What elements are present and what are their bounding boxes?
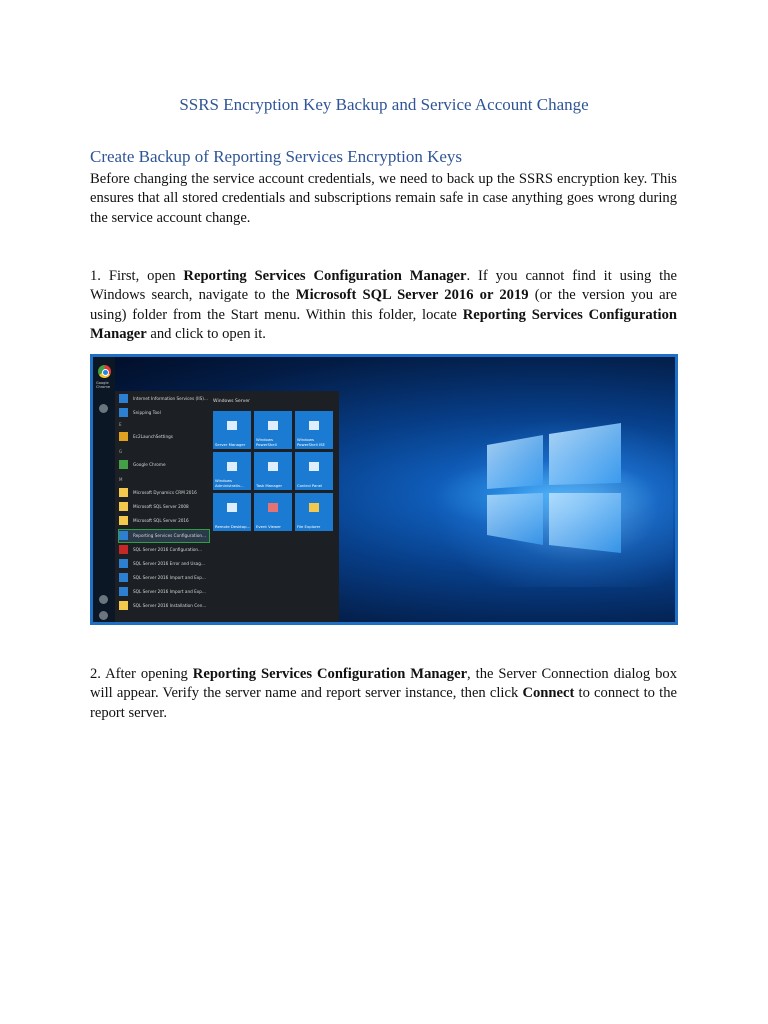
windows-logo-icon xyxy=(485,423,625,553)
folder-item[interactable] xyxy=(119,501,209,513)
app-item[interactable] xyxy=(119,572,209,584)
tile-label: Windows PowerShell xyxy=(256,437,277,447)
tiles-group-header: Windows Server xyxy=(213,399,251,404)
app-icon xyxy=(119,601,128,610)
app-icon xyxy=(119,408,128,417)
app-item[interactable] xyxy=(119,586,209,598)
tile-server-manager[interactable] xyxy=(213,411,251,449)
letter-header[interactable]: G xyxy=(119,449,123,454)
step-2-text-1: 2. After opening xyxy=(90,666,193,682)
tile-event-viewer[interactable] xyxy=(254,493,292,531)
app-label: SQL Server 2016 Installation Cen... xyxy=(133,603,207,608)
tile-remote-desktop[interactable] xyxy=(213,493,251,531)
step-2-paragraph xyxy=(90,665,677,723)
app-label: Internet Information Services (IIS)... xyxy=(133,396,208,401)
app-label: SQL Server 2016 Import and Exp... xyxy=(133,589,206,594)
tile-label: File Explorer xyxy=(297,523,321,529)
step-2-bold-1: Reporting Services Configuration Manager xyxy=(192,666,468,682)
tile-label: Windows PowerShell ISE xyxy=(297,437,325,447)
remote-desktop-icon xyxy=(227,503,237,512)
app-item[interactable] xyxy=(119,558,209,570)
app-label: Microsoft SQL Server 2008 xyxy=(133,504,189,509)
app-item[interactable] xyxy=(119,407,209,419)
app-icon xyxy=(119,559,128,568)
app-item[interactable] xyxy=(119,544,209,556)
app-item[interactable] xyxy=(119,431,209,443)
tile-task-manager[interactable] xyxy=(254,452,292,490)
app-label: SQL Server 2016 Configuration... xyxy=(133,547,203,552)
app-label: SQL Server 2016 Error and Usag... xyxy=(133,561,205,566)
folder-icon xyxy=(119,516,128,525)
folder-icon xyxy=(119,502,128,511)
tile-label: Task Manager xyxy=(256,482,283,488)
tile-control-panel[interactable] xyxy=(295,452,333,490)
app-icon xyxy=(119,460,128,469)
folder-item[interactable] xyxy=(119,515,209,527)
app-icon xyxy=(119,394,128,403)
app-label: Reporting Services Configuration... xyxy=(133,533,207,538)
app-label: Microsoft Dynamics CRM 2016 xyxy=(133,490,197,495)
app-label: Snipping Tool xyxy=(133,410,161,415)
step-1-text-2: . If you cannot find it using the Windows search, navigate to the xyxy=(90,268,678,304)
app-icon xyxy=(119,531,128,540)
step-1-bold-2: Microsoft SQL Server 2016 or 2019 xyxy=(295,287,529,304)
app-icon xyxy=(119,573,128,582)
tile-file-explorer[interactable] xyxy=(295,493,333,531)
step-2-bold-2: Connect xyxy=(522,685,575,702)
tile-label: Control Panel xyxy=(297,482,323,488)
tile-label: Windows Administrativ... xyxy=(215,478,244,488)
start-menu xyxy=(115,391,339,622)
document-title: SSRS Encryption Key Backup and Service Account Change xyxy=(179,95,589,114)
folder-icon xyxy=(119,488,128,497)
app-item[interactable] xyxy=(119,393,209,405)
powershell-ise-icon xyxy=(309,421,319,430)
app-label: Google Chrome xyxy=(133,462,166,467)
step-2-text-3: to connect to the report server. xyxy=(90,685,677,721)
tile-label: Remote Desktop... xyxy=(215,523,251,529)
tile-label: Server Manager xyxy=(215,441,246,447)
admin-tools-icon xyxy=(227,462,237,471)
app-icon xyxy=(119,432,128,441)
step-1-text-3: (or the version you are using) folder from the Start menu. Within this folder, locate xyxy=(90,287,677,323)
app-label: SQL Server 2016 Import and Exp... xyxy=(133,575,206,580)
folder-item[interactable] xyxy=(119,487,209,499)
control-panel-icon xyxy=(309,462,319,471)
app-icon xyxy=(119,545,128,554)
app-label: Ec2LaunchSettings xyxy=(133,434,173,439)
tile-powershell[interactable] xyxy=(254,411,292,449)
start-sidebar xyxy=(93,357,115,622)
letter-header[interactable]: M xyxy=(119,477,123,482)
step-1-text-4: and click to open it. xyxy=(146,325,266,342)
app-item[interactable] xyxy=(119,459,209,471)
tile-admin-tools[interactable] xyxy=(213,452,251,490)
intro-paragraph: Before changing the service account credentials, we need to back up the SSRS encryption key. This ensures that all stored credentials and subscriptions remain safe in case anything goes wrong during the service account change. xyxy=(90,171,677,226)
tile-powershell-ise[interactable] xyxy=(295,411,333,449)
letter-header[interactable]: E xyxy=(119,422,122,427)
app-icon xyxy=(119,587,128,596)
power-icon[interactable] xyxy=(99,611,108,620)
step-1-text-1: 1. First, open xyxy=(90,268,184,284)
chrome-label: Google Chrome xyxy=(96,381,111,389)
reporting-services-config-item[interactable] xyxy=(119,530,209,542)
file-explorer-icon xyxy=(309,503,319,512)
server-manager-icon xyxy=(227,421,237,430)
app-label: Microsoft SQL Server 2016 xyxy=(133,518,189,523)
step-1-bold-3: Reporting Services Configuration Manager xyxy=(90,306,677,342)
section-heading: Create Backup of Reporting Services Encryption Keys xyxy=(90,147,463,166)
step-1-bold-1: Reporting Services Configuration Manager xyxy=(183,268,467,284)
settings-icon[interactable] xyxy=(99,595,108,604)
task-manager-icon xyxy=(268,462,278,471)
app-item[interactable] xyxy=(119,600,209,612)
powershell-icon xyxy=(268,421,278,430)
app-list xyxy=(115,391,209,622)
step-1-paragraph xyxy=(90,267,677,344)
start-menu-screenshot xyxy=(90,354,678,625)
menu-icon[interactable] xyxy=(99,404,108,413)
tile-label: Event Viewer xyxy=(256,523,281,529)
event-viewer-icon xyxy=(268,503,278,512)
chrome-icon[interactable] xyxy=(98,365,111,378)
step-2-text-2: , the Server Connection dialog box will appear. Verify the server name and report server instance, then click xyxy=(90,666,677,702)
